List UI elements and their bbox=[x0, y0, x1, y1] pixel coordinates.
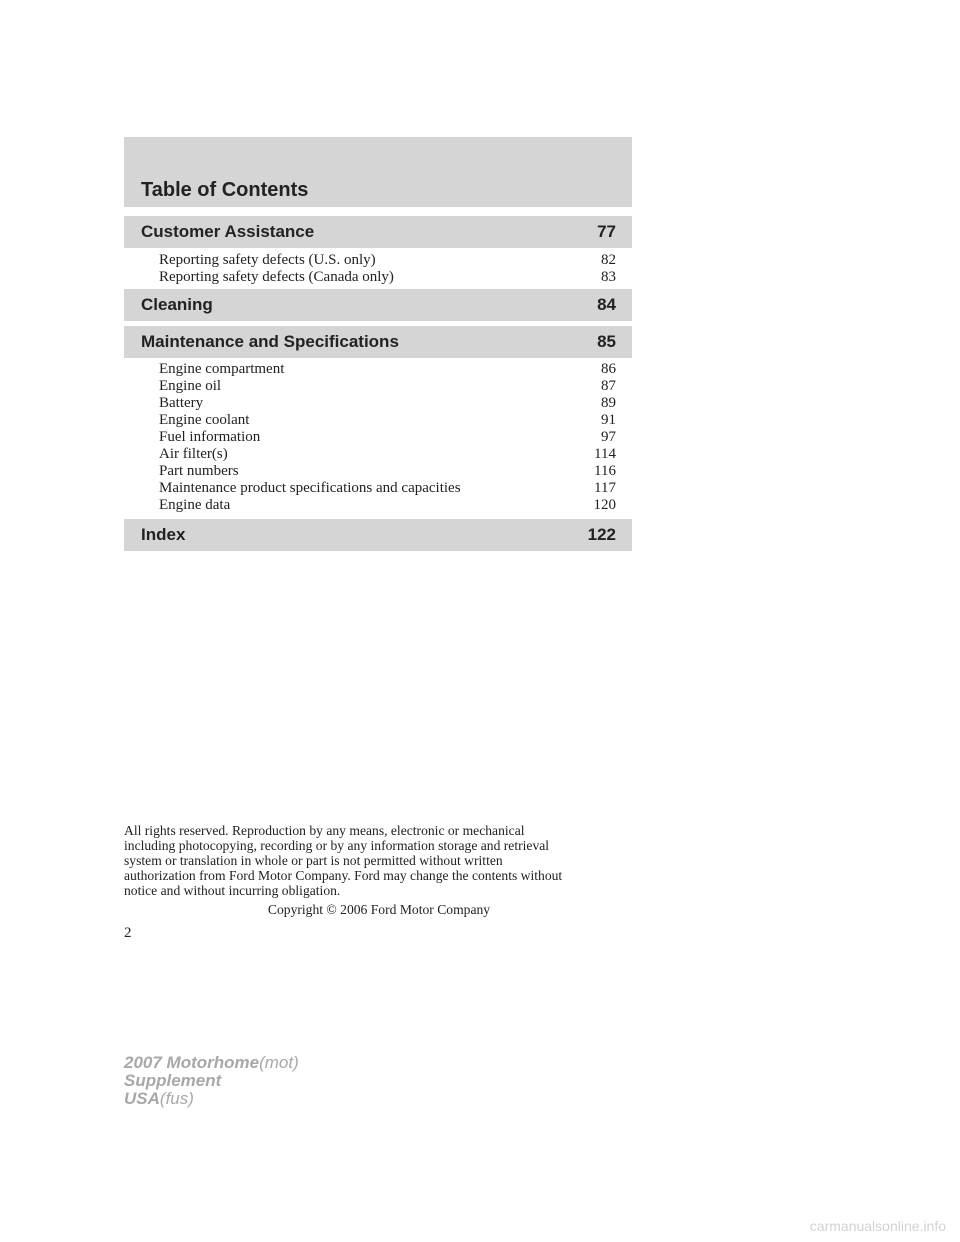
entry-page: 86 bbox=[601, 361, 616, 377]
section-cleaning[interactable] bbox=[124, 289, 632, 321]
entry-page: 89 bbox=[601, 395, 616, 411]
toc-entry[interactable] bbox=[159, 446, 616, 463]
entry-page: 117 bbox=[594, 480, 616, 496]
entry-page: 97 bbox=[601, 429, 616, 445]
section-index[interactable] bbox=[124, 519, 632, 551]
section-page: 85 bbox=[597, 332, 616, 351]
toc-entry[interactable] bbox=[159, 252, 616, 269]
legal-line: All rights reserved. Reproduction by any means, electronic or mechanical bbox=[124, 823, 525, 838]
section-page: 84 bbox=[597, 295, 616, 314]
section-title: Customer Assistance bbox=[141, 222, 315, 241]
watermark: carmanualsonline.info bbox=[809, 1218, 946, 1234]
page-number: 2 bbox=[124, 925, 132, 941]
entry-title: Air filter(s) bbox=[159, 446, 228, 462]
footer-model: 2007 Motorhome bbox=[124, 1053, 260, 1072]
document-footer bbox=[124, 1054, 299, 1108]
toc-entry[interactable] bbox=[159, 395, 616, 412]
footer-type: Supplement bbox=[124, 1071, 222, 1090]
entry-title: Fuel information bbox=[159, 429, 261, 445]
entry-page: 83 bbox=[601, 269, 616, 285]
entry-title: Reporting safety defects (U.S. only) bbox=[159, 252, 376, 268]
copyright-notice: Copyright © 2006 Ford Motor Company bbox=[267, 902, 491, 917]
entry-page: 91 bbox=[601, 412, 616, 428]
toc-entry[interactable] bbox=[159, 269, 616, 286]
section-title: Maintenance and Specifications bbox=[141, 332, 399, 351]
footer-market: USA bbox=[124, 1089, 160, 1108]
entry-title: Engine compartment bbox=[159, 361, 285, 377]
section-title: Cleaning bbox=[141, 295, 213, 314]
toc-entry[interactable] bbox=[159, 463, 616, 480]
section-customer-assistance[interactable] bbox=[124, 216, 632, 248]
toc-entry[interactable] bbox=[159, 378, 616, 395]
entry-page: 116 bbox=[594, 463, 616, 479]
toc-entry[interactable] bbox=[159, 361, 616, 378]
section-title: Index bbox=[141, 525, 186, 544]
entry-page: 120 bbox=[593, 497, 616, 513]
entry-title: Part numbers bbox=[159, 463, 239, 479]
toc-entry[interactable] bbox=[159, 497, 616, 514]
legal-line: system or translation in whole or part is not permitted without written bbox=[124, 853, 503, 868]
entry-title: Battery bbox=[159, 395, 204, 411]
legal-notice bbox=[124, 823, 634, 898]
footer-model-code: (mot) bbox=[259, 1053, 299, 1072]
entry-page: 114 bbox=[594, 446, 616, 462]
toc-entry[interactable] bbox=[159, 429, 616, 446]
section-page: 77 bbox=[597, 222, 616, 241]
entry-title: Engine data bbox=[159, 497, 231, 513]
legal-line: including photocopying, recording or by any information storage and retrieval bbox=[124, 838, 550, 853]
toc-entry[interactable] bbox=[159, 412, 616, 429]
entry-page: 87 bbox=[601, 378, 616, 394]
legal-line: notice and without incurring obligation. bbox=[124, 883, 341, 898]
entry-page: 82 bbox=[601, 252, 616, 268]
footer-market-code: (fus) bbox=[159, 1089, 194, 1108]
entry-title: Reporting safety defects (Canada only) bbox=[159, 269, 394, 285]
section-page: 122 bbox=[587, 525, 616, 544]
section-maintenance-specifications[interactable] bbox=[124, 326, 632, 358]
toc-header bbox=[124, 137, 632, 207]
toc-entry[interactable] bbox=[159, 480, 616, 497]
entry-title: Engine coolant bbox=[159, 412, 250, 428]
entry-title: Maintenance product specifications and capacities bbox=[159, 480, 461, 496]
entry-title: Engine oil bbox=[159, 378, 222, 394]
legal-line: authorization from Ford Motor Company. Ford may change the contents without bbox=[124, 868, 563, 883]
page-title: Table of Contents bbox=[141, 179, 309, 201]
